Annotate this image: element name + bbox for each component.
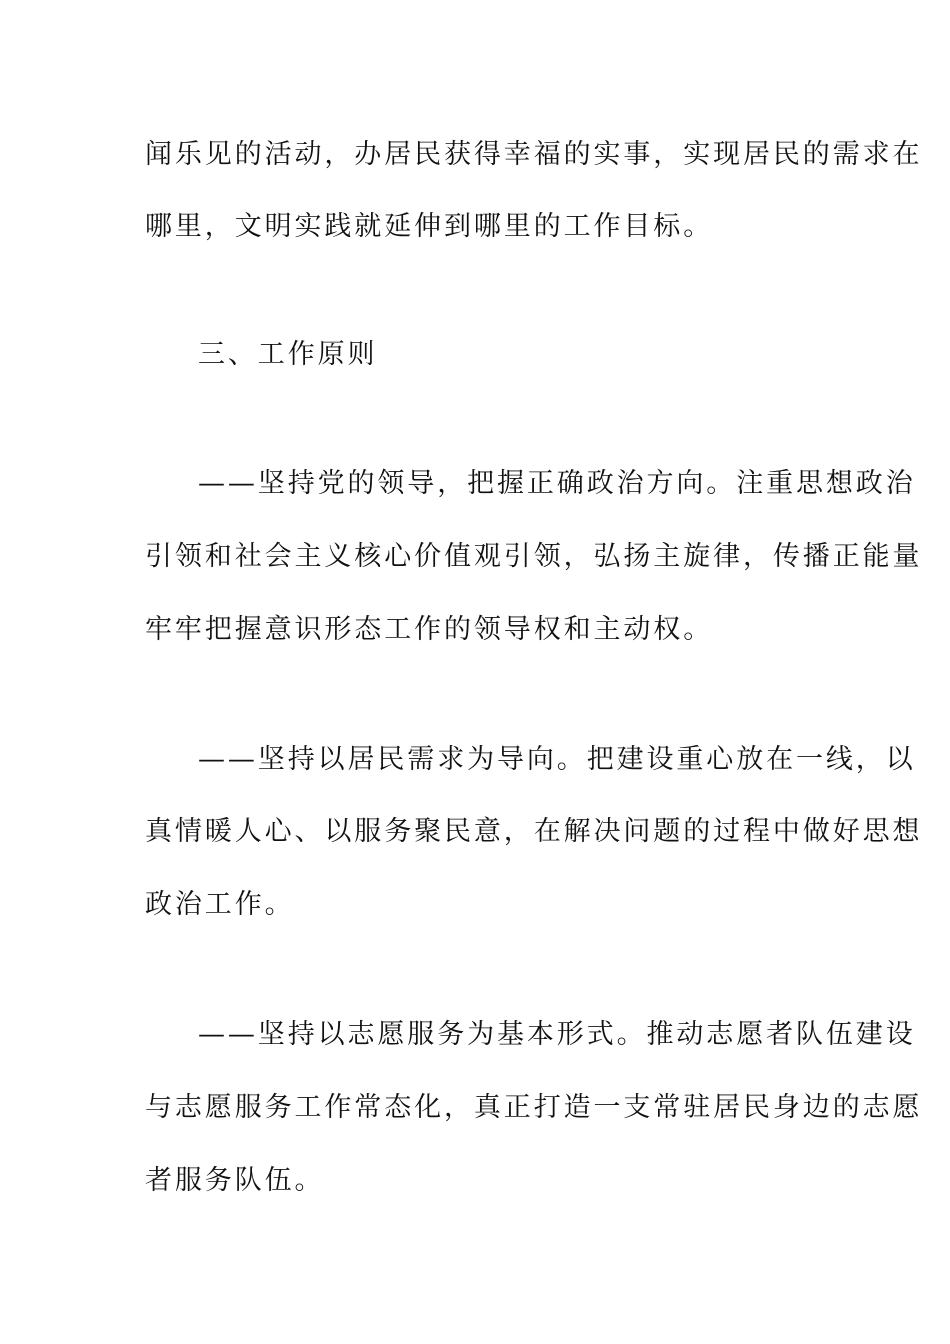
paragraph-2-line-3: 牢牢把握意识形态工作的领导权和主动权。 <box>145 614 714 645</box>
paragraph-1-line-2: 哪里，文明实践就延伸到哪里的工作目标。 <box>145 211 714 242</box>
paragraph-3-line-3: 政治工作。 <box>145 889 295 920</box>
paragraph-4-line-1: ——坚持以志愿服务为基本形式。推动志愿者队伍建设 <box>198 1019 916 1050</box>
paragraph-4-line-2: 与志愿服务工作常态化，真正打造一支常驻居民身边的志愿 <box>145 1092 923 1123</box>
paragraph-2-line-2: 引领和社会主义核心价值观引领，弘扬主旋律，传播正能量 <box>145 541 923 572</box>
paragraph-2-line-1: ——坚持党的领导，把握正确政治方向。注重思想政治 <box>198 468 916 499</box>
paragraph-3-line-1: ——坚持以居民需求为导向。把建设重心放在一线，以 <box>198 744 916 775</box>
paragraph-4-line-3: 者服务队伍。 <box>145 1165 325 1196</box>
paragraph-3-line-2: 真情暖人心、以服务聚民意，在解决问题的过程中做好思想 <box>145 816 923 847</box>
paragraph-1-line-1: 闻乐见的活动，办居民获得幸福的实事，实现居民的需求在 <box>145 139 923 170</box>
section-heading: 三、工作原则 <box>198 339 378 370</box>
